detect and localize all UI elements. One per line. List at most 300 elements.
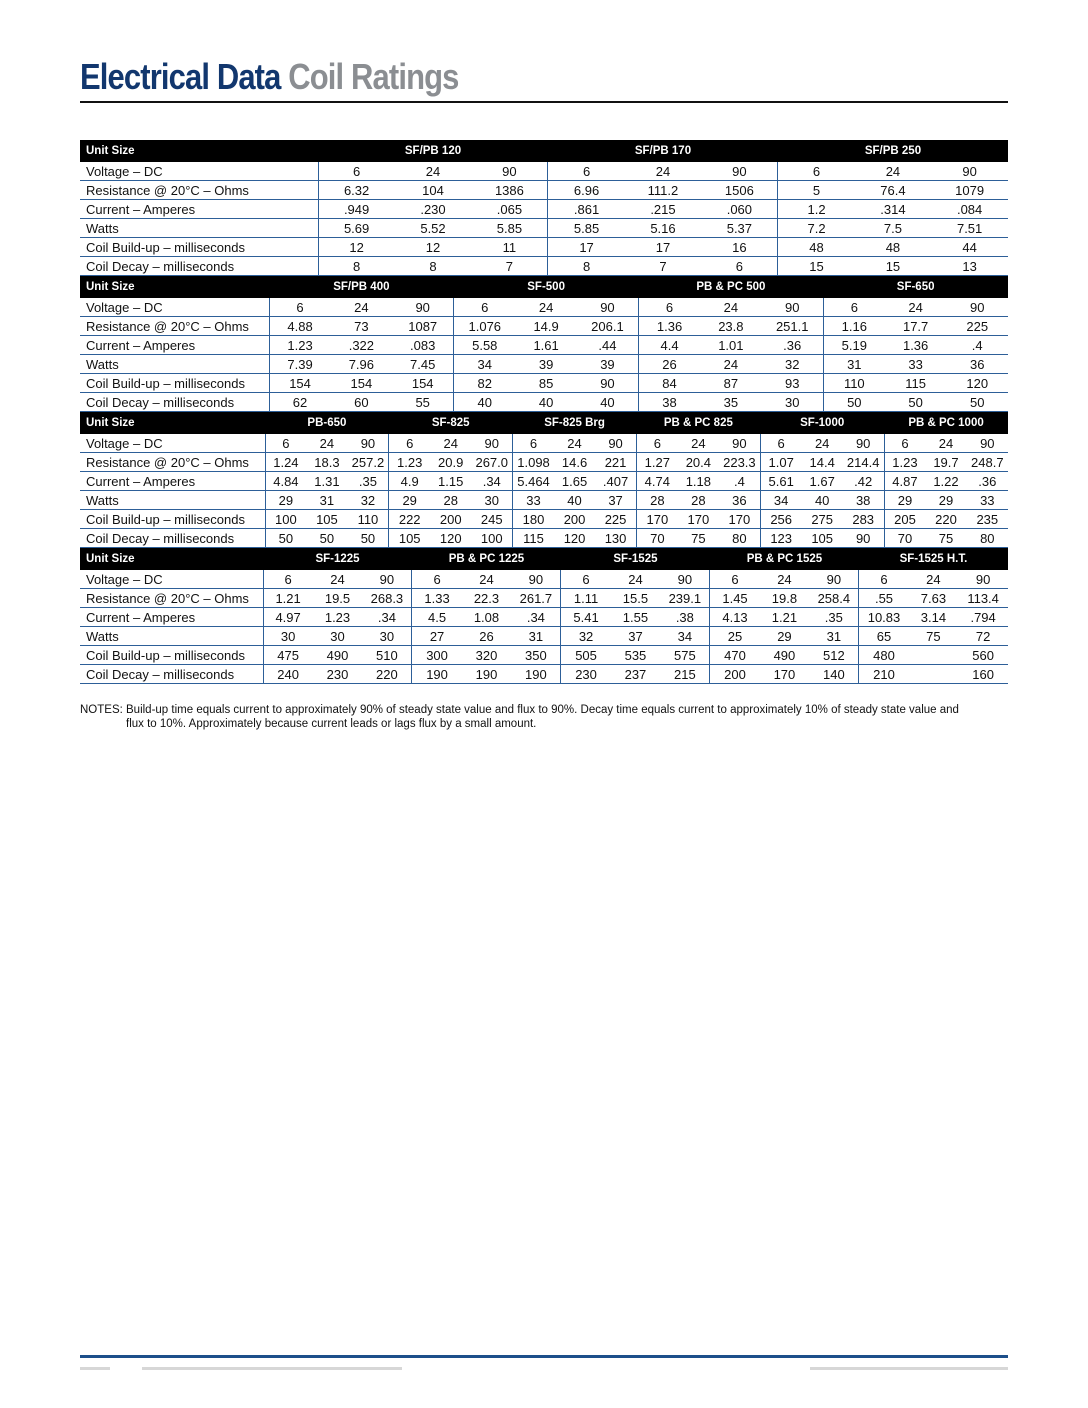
table-cell: 6 [760,434,801,453]
unit-size-header: Unit Size [80,548,263,570]
table-cell: 90 [843,434,884,453]
table-cell: 82 [454,374,516,393]
table-cell: 93 [762,374,824,393]
table-cell: 1.36 [885,336,947,355]
table-cell: .34 [471,472,512,491]
table-cell: 60 [331,393,393,412]
table-cell: 1.11 [561,589,611,608]
table-cell: 4.87 [884,472,925,491]
table-cell: 170 [760,665,810,684]
table-row [80,570,1008,589]
table-cell: .065 [471,200,548,219]
title-primary: Electrical Data [80,56,281,97]
table-cell: 505 [561,646,611,665]
table-cell: 35 [700,393,762,412]
unit-size-group-header: SF-825 [389,412,513,434]
table-cell: 55 [392,393,454,412]
table-cell: 30 [471,491,512,510]
table-cell: 80 [719,529,760,548]
table-cell: .35 [809,608,859,627]
table-cell: 24 [462,570,512,589]
table-cell: 5 [778,181,855,200]
table-cell: 1.24 [265,453,306,472]
table-cell: 24 [700,298,762,317]
table-row [80,336,1008,355]
table-cell: 6 [823,298,885,317]
table-cell: 36 [946,355,1008,374]
table-cell: 72 [958,627,1008,646]
table-cell: .230 [395,200,472,219]
unit-size-group-header: SF-1000 [760,412,884,434]
table-cell: 29 [884,491,925,510]
table-cell: 24 [554,434,595,453]
unit-size-header: Unit Size [80,412,265,434]
table-cell: 5.58 [454,336,516,355]
table-cell: 470 [710,646,760,665]
table-cell: .36 [762,336,824,355]
table-row [80,181,1008,200]
table-cell: 17 [548,238,625,257]
table-cell: 1.08 [462,608,512,627]
unit-size-group-header: PB & PC 1225 [412,548,561,570]
table-cell: 37 [595,491,636,510]
table-cell: .36 [967,472,1008,491]
table-cell: 1.16 [823,317,885,336]
table-cell: 28 [430,491,471,510]
table-cell: .4 [719,472,760,491]
table-cell: .4 [946,336,1008,355]
row-label: Current – Amperes [80,608,263,627]
table-cell: 87 [700,374,762,393]
row-label: Coil Decay – milliseconds [80,393,269,412]
table-cell: 29 [265,491,306,510]
unit-size-group-header: PB & PC 1525 [710,548,859,570]
table-cell: 90 [577,298,639,317]
table-cell: 6 [389,434,430,453]
unit-size-group-header: PB & PC 500 [639,276,824,298]
table-cell: 24 [306,434,347,453]
table-cell: 7.51 [931,219,1008,238]
table-cell: 220 [362,665,412,684]
table-cell: 180 [513,510,554,529]
row-label: Watts [80,627,263,646]
unit-size-group-header: PB & PC 825 [636,412,760,434]
table-cell: 90 [348,434,389,453]
table-cell: 4.5 [412,608,462,627]
table-cell: 26 [462,627,512,646]
table-cell: 48 [855,238,932,257]
table-cell: 320 [462,646,512,665]
table-cell: 40 [515,393,577,412]
table-row [80,162,1008,181]
row-label: Current – Amperes [80,336,269,355]
table-cell: .794 [958,608,1008,627]
table-cell: 24 [885,298,947,317]
table-cell: 230 [561,665,611,684]
table-cell: 115 [513,529,554,548]
unit-size-group-header: SF/PB 400 [269,276,454,298]
row-label: Coil Decay – milliseconds [80,665,263,684]
table-cell: 48 [778,238,855,257]
table-cell: 475 [263,646,313,665]
table-cell: 1.15 [430,472,471,491]
table-cell: 120 [946,374,1008,393]
table-row [80,491,1008,510]
row-label: Watts [80,491,265,510]
table-cell: 50 [946,393,1008,412]
table-cell: 24 [331,298,393,317]
table-cell: 40 [577,393,639,412]
table-cell: 5.85 [471,219,548,238]
unit-size-header: Unit Size [80,276,269,298]
table-cell: 90 [946,298,1008,317]
table-cell: 230 [313,665,363,684]
table-cell: 28 [636,491,677,510]
coil-table-2 [80,276,1008,412]
table-cell: 90 [511,570,561,589]
unit-size-group-header: SF/PB 250 [778,140,1008,162]
footer-blur [142,1367,402,1370]
table-cell: 240 [263,665,313,684]
table-cell: .084 [931,200,1008,219]
table-cell: 1506 [701,181,778,200]
table-cell: 26 [639,355,701,374]
table-cell: 120 [430,529,471,548]
table-cell: 1.18 [678,472,719,491]
table-cell: 15 [855,257,932,276]
table-cell: 1.61 [515,336,577,355]
table-cell: 490 [313,646,363,665]
table-cell: 39 [515,355,577,374]
table-cell: 113.4 [958,589,1008,608]
table-cell: 19.5 [313,589,363,608]
table-cell: 15 [778,257,855,276]
table-cell: 170 [678,510,719,529]
table-cell: 5.16 [625,219,702,238]
unit-size-group-header: SF/PB 120 [318,140,548,162]
table-cell: 5.464 [513,472,554,491]
table-cell: 39 [577,355,639,374]
table-cell: 1.098 [513,453,554,472]
table-cell [909,665,959,684]
table-cell: 1.23 [389,453,430,472]
unit-size-group-header: SF-500 [454,276,639,298]
table-cell: 239.1 [660,589,710,608]
table-cell: 33 [967,491,1008,510]
table-cell: 7.96 [331,355,393,374]
table-cell: 20.4 [678,453,719,472]
table-cell: 1.21 [760,608,810,627]
table-row [80,298,1008,317]
coil-table-1 [80,140,1008,276]
table-cell: 267.0 [471,453,512,472]
table-cell: .861 [548,200,625,219]
table-cell: 32 [348,491,389,510]
table-cell: 4.97 [263,608,313,627]
table-cell: 23.8 [700,317,762,336]
table-cell: 30 [762,393,824,412]
table-cell: 32 [762,355,824,374]
table-cell: .407 [595,472,636,491]
table-cell: 7.39 [269,355,331,374]
table-row [80,627,1008,646]
table-cell: 268.3 [362,589,412,608]
table-cell: .949 [318,200,395,219]
table-cell: 1.01 [700,336,762,355]
table-cell: 50 [348,529,389,548]
notes-line-1: NOTES: Build-up time equals current to approximately 90% of steady state value and flux to 90%. Decay time equals current to approximately 10% of steady state value and [80,704,959,716]
table-cell: 6.96 [548,181,625,200]
table-cell: 6 [265,434,306,453]
table-cell: 3.14 [909,608,959,627]
table-cell: 14.6 [554,453,595,472]
table-cell: 1.22 [925,472,966,491]
table-cell: 1.27 [636,453,677,472]
table-cell: .314 [855,200,932,219]
table-cell: 11 [471,238,548,257]
table-row [80,510,1008,529]
table-cell: 90 [577,374,639,393]
table-cell: 30 [313,627,363,646]
table-cell: 6 [639,298,701,317]
table-row [80,472,1008,491]
table-cell: 7 [625,257,702,276]
table-cell: 275 [802,510,843,529]
table-cell: 210 [859,665,909,684]
table-cell: 34 [454,355,516,374]
table-cell: 1.21 [263,589,313,608]
table-cell: 100 [265,510,306,529]
table-cell: 225 [946,317,1008,336]
table-cell: 123 [760,529,801,548]
table-row [80,355,1008,374]
row-label: Coil Decay – milliseconds [80,529,265,548]
table-cell: 1.67 [802,472,843,491]
table-cell: 40 [802,491,843,510]
row-label: Voltage – DC [80,570,263,589]
table-cell: 120 [554,529,595,548]
table-cell: 31 [823,355,885,374]
table-cell: 5.85 [548,219,625,238]
table-cell: 154 [269,374,331,393]
table-cell: 8 [318,257,395,276]
table-cell: 62 [269,393,331,412]
table-cell: 10.83 [859,608,909,627]
table-row [80,608,1008,627]
table-cell: 50 [823,393,885,412]
table-cell: 30 [362,627,412,646]
table-cell: 29 [925,491,966,510]
table-cell: 12 [395,238,472,257]
table-cell: 258.4 [809,589,859,608]
unit-size-group-header: SF-1525 [561,548,710,570]
table-cell: 29 [389,491,430,510]
table-row [80,317,1008,336]
table-cell: 18.3 [306,453,347,472]
table-cell: 7.5 [855,219,932,238]
table-cell: 34 [760,491,801,510]
table-cell: 110 [348,510,389,529]
table-cell: 256 [760,510,801,529]
table-cell: 100 [471,529,512,548]
row-label: Coil Build-up – milliseconds [80,510,265,529]
page-title [80,56,459,98]
row-label: Current – Amperes [80,200,318,219]
table-row [80,434,1008,453]
table-cell: 1.65 [554,472,595,491]
table-cell: 1.076 [454,317,516,336]
table-cell: .322 [331,336,393,355]
table-cell: 6 [412,570,462,589]
table-cell: .44 [577,336,639,355]
table-cell: 154 [331,374,393,393]
table-cell: .083 [392,336,454,355]
table-cell: .42 [843,472,884,491]
table-cell: 8 [395,257,472,276]
table-cell: 6 [318,162,395,181]
table-cell: .060 [701,200,778,219]
table-cell: 6 [454,298,516,317]
table-cell: 130 [595,529,636,548]
table-cell: 1.31 [306,472,347,491]
unit-size-group-header: PB-650 [265,412,389,434]
table-cell: 25 [710,627,760,646]
table-cell: 200 [554,510,595,529]
table-cell: 38 [639,393,701,412]
table-cell: 90 [843,529,884,548]
table-cell: 90 [719,434,760,453]
table-cell: .215 [625,200,702,219]
unit-size-group-header: SF/PB 170 [548,140,778,162]
table-cell: 480 [859,646,909,665]
table-cell: 235 [967,510,1008,529]
table-cell: 160 [958,665,1008,684]
table-cell: 1.55 [611,608,661,627]
table-cell: .55 [859,589,909,608]
table-cell: 30 [263,627,313,646]
table-cell: 6 [884,434,925,453]
table-cell: 24 [515,298,577,317]
table-cell: 19.7 [925,453,966,472]
table-cell: 17 [625,238,702,257]
table-cell: 1087 [392,317,454,336]
table-row [80,200,1008,219]
table-cell: 5.37 [701,219,778,238]
row-label: Watts [80,355,269,374]
table-cell: 90 [471,434,512,453]
table-cell: 220 [925,510,966,529]
table-cell: 24 [611,570,661,589]
table-cell: 90 [958,570,1008,589]
table-cell: 24 [678,434,719,453]
table-cell: 31 [306,491,347,510]
table-cell: 80 [967,529,1008,548]
table-cell: 24 [909,570,959,589]
table-cell: 170 [719,510,760,529]
table-cell: 510 [362,646,412,665]
table-cell: 283 [843,510,884,529]
row-label: Current – Amperes [80,472,265,491]
table-cell: 261.7 [511,589,561,608]
table-cell: 4.13 [710,608,760,627]
table-cell: 115 [885,374,947,393]
row-label: Voltage – DC [80,298,269,317]
table-row [80,393,1008,412]
unit-size-group-header: SF-1225 [263,548,412,570]
table-cell: 170 [636,510,677,529]
table-cell: 40 [454,393,516,412]
table-cell: 40 [554,491,595,510]
row-label: Resistance @ 20°C – Ohms [80,317,269,336]
row-label: Resistance @ 20°C – Ohms [80,453,265,472]
table-cell: 535 [611,646,661,665]
table-cell: 24 [700,355,762,374]
footer-blur [80,1367,110,1370]
table-row [80,238,1008,257]
table-cell: 6 [710,570,760,589]
table-cell: 251.1 [762,317,824,336]
table-cell: 32 [561,627,611,646]
table-cell: 24 [760,570,810,589]
table-cell: 85 [515,374,577,393]
table-row [80,529,1008,548]
row-label: Resistance @ 20°C – Ohms [80,589,263,608]
table-cell: 12 [318,238,395,257]
table-cell: 105 [389,529,430,548]
table-cell: 190 [412,665,462,684]
table-cell: 1.2 [778,200,855,219]
table-cell: 19.8 [760,589,810,608]
table-cell: 4.4 [639,336,701,355]
row-label: Coil Build-up – milliseconds [80,238,318,257]
table-cell: 6 [548,162,625,181]
table-cell: 6 [263,570,313,589]
table-cell: 5.41 [561,608,611,627]
table-cell: 90 [931,162,1008,181]
table-cell: 5.61 [760,472,801,491]
table-cell: 6 [859,570,909,589]
table-cell: 50 [306,529,347,548]
table-cell: 44 [931,238,1008,257]
table-cell: 6 [561,570,611,589]
table-cell: 73 [331,317,393,336]
table-cell: 24 [925,434,966,453]
table-cell: 75 [909,627,959,646]
table-cell: 5.69 [318,219,395,238]
table-cell: 70 [636,529,677,548]
table-cell: 5.19 [823,336,885,355]
table-cell: 90 [809,570,859,589]
table-cell: 110 [823,374,885,393]
table-cell: 13 [931,257,1008,276]
table-cell: 70 [884,529,925,548]
table-cell: 215 [660,665,710,684]
table-cell: 14.4 [802,453,843,472]
table-cell: 575 [660,646,710,665]
table-cell: 24 [313,570,363,589]
table-cell: 24 [430,434,471,453]
table-cell: 36 [719,491,760,510]
row-label: Voltage – DC [80,162,318,181]
table-cell: 34 [660,627,710,646]
table-cell: 237 [611,665,661,684]
table-cell: 1079 [931,181,1008,200]
footer-blur [810,1367,1008,1370]
title-rule [80,101,1008,103]
table-cell: 7 [471,257,548,276]
table-cell: 24 [625,162,702,181]
table-cell: 4.9 [389,472,430,491]
